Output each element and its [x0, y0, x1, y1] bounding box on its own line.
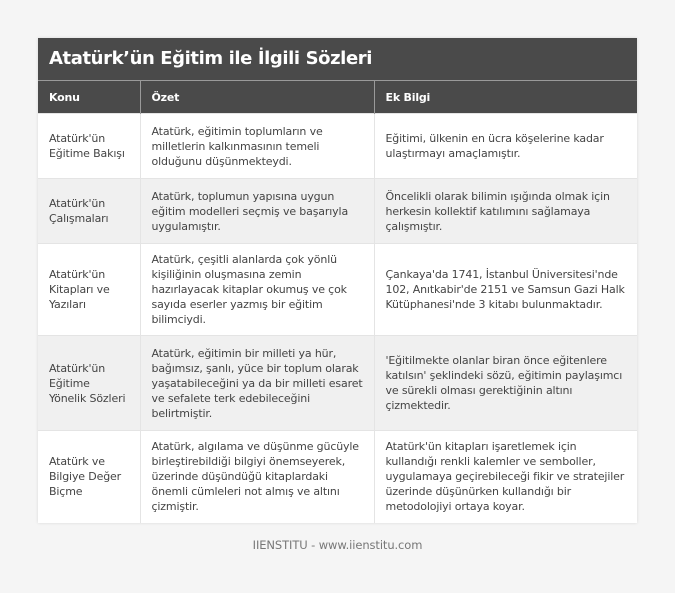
column-header-konu: Konu [38, 81, 140, 114]
cell-konu: Atatürk'ün Eğitime Bakışı [38, 114, 140, 179]
cell-ek-bilgi: 'Eğitilmekte olanlar biran önce eğitenlere katılsın' şeklindeki sözü, eğitimin paylaşımcı ve sürekli olması gerektiğinin altını çizmektedir. [374, 336, 637, 431]
column-header-ek-bilgi: Ek Bilgi [374, 81, 637, 114]
table-row [38, 114, 637, 179]
cell-konu: Atatürk'ün Kitapları ve Yazıları [38, 244, 140, 336]
cell-konu: Atatürk ve Bilgiye Değer Biçme [38, 431, 140, 523]
table-row [38, 336, 637, 431]
cell-ozet: Atatürk, toplumun yapısına uygun eğitim modelleri seçmiş ve başarıyla uygulamıştır. [140, 179, 374, 244]
footer-credit: IIENSTITU - www.iienstitu.com [252, 538, 423, 552]
cell-konu: Atatürk'ün Eğitime Yönelik Sözleri [38, 336, 140, 431]
table-row [38, 244, 637, 336]
table-row [38, 431, 637, 523]
cell-ek-bilgi: Eğitimi, ülkenin en ücra köşelerine kadar ulaştırmayı amaçlamıştır. [374, 114, 637, 179]
cell-ek-bilgi: Öncelikli olarak bilimin ışığında olmak için herkesin kollektif katılımını sağlamaya çalışmıştır. [374, 179, 637, 244]
table-title: Atatürk’ün Eğitim ile İlgili Sözleri [38, 38, 637, 81]
table-row [38, 179, 637, 244]
cell-konu: Atatürk'ün Çalışmaları [38, 179, 140, 244]
cell-ek-bilgi: Atatürk'ün kitapları işaretlemek için kullandığı renkli kalemler ve semboller, uygulamaya geçirebileceği fikir ve stratejiler üzerinde düşünürken kullandığı bir metodolojiyi ortaya koyar. [374, 431, 637, 523]
cell-ek-bilgi: Çankaya'da 1741, İstanbul Üniversitesi'nde 102, Anıtkabir'de 2151 ve Samsun Gazi Halk Kütüphanesi'nde 3 kitabı bulunmaktadır. [374, 244, 637, 336]
data-table [38, 81, 637, 523]
column-header-ozet: Özet [140, 81, 374, 114]
header-row [38, 81, 637, 114]
cell-ozet: Atatürk, eğitimin bir milleti ya hür, bağımsız, şanlı, yüce bir toplum olarak yaşatabileceğini ya da bir milleti esaret ve sefalete terk edebileceğini belirtmiştir. [140, 336, 374, 431]
cell-ozet: Atatürk, çeşitli alanlarda çok yönlü kişiliğinin oluşmasına zemin hazırlayacak kitaplar okumuş ve çok sayıda eserler yazmış bir eğitim bilimciydi. [140, 244, 374, 336]
cell-ozet: Atatürk, eğitimin toplumların ve milletlerin kalkınmasının temeli olduğunu düşünmekteydi. [140, 114, 374, 179]
cell-ozet: Atatürk, algılama ve düşünme gücüyle birleştirebildiği bilgiyi önemseyerek, üzerinde düşündüğü kitaplardaki önemli cümleleri not almış ve altını çizmiştir. [140, 431, 374, 523]
table-card [38, 38, 637, 523]
